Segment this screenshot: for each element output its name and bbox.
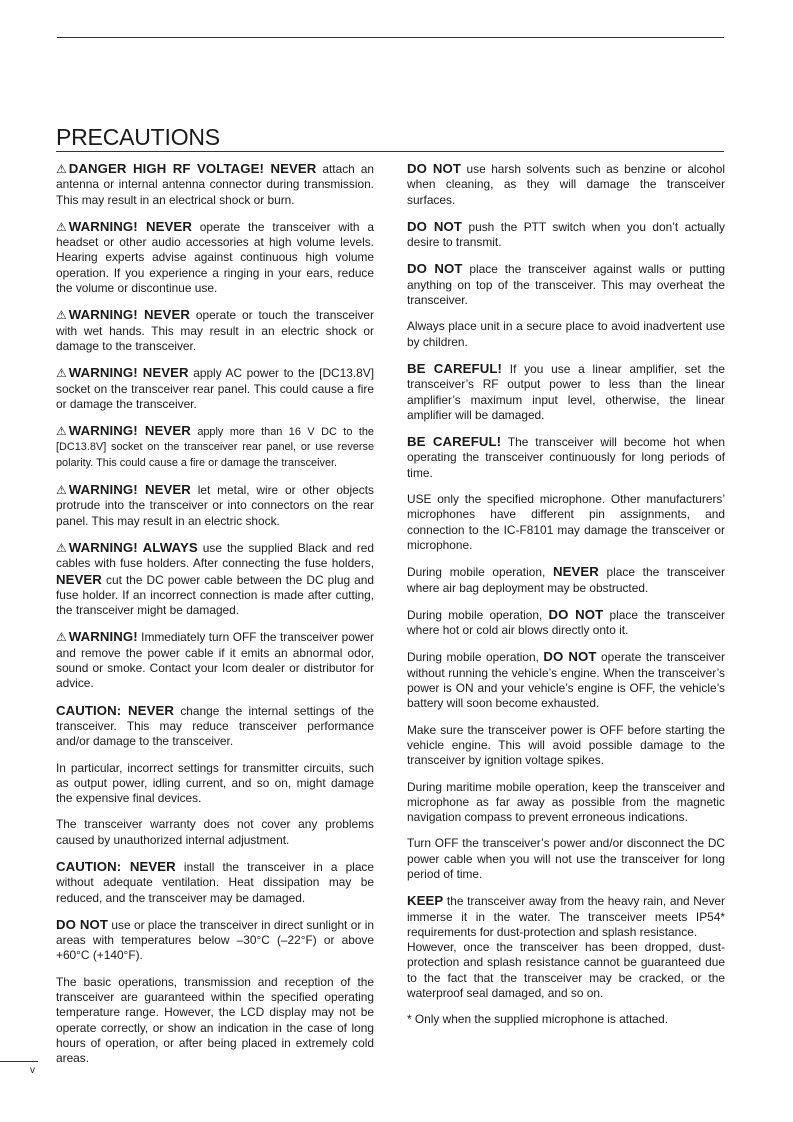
precaution-temperature: [56, 917, 374, 964]
lead-text: CAUTION: NEVER: [56, 858, 176, 874]
note-transmitter-settings: In particular, incorrect settings for transmitter circuits, such as output power, idling current, and so on, might damage the expensive final devices.: [56, 760, 374, 806]
body-text: operate the transceiver with a headset or other audio accessories at high volume levels. Hearing experts advise against continuous high volume operation. If you experience a ringing in your ears, reduce the volume or discontinue use.: [56, 219, 375, 296]
left-column: [56, 161, 374, 1067]
body-text: operate the transceiver without running the vehicle’s engine. When the transceiver’s power is ON and your vehicle’s engine is OFF, the vehicle’s battery will soon become exhausted.: [407, 650, 725, 711]
warning-triangle-icon: ⚠: [56, 219, 67, 234]
footer-rule: [0, 1061, 38, 1062]
note-maritime-compass: During maritime mobile operation, keep the transceiver and microphone as far away as possible from the magnetic navigation compass to prevent erroneous indications.: [407, 779, 725, 825]
right-column: [407, 161, 725, 1028]
body-text: install the transceiver in a place without adequate ventilation. Heat dissipation may be reduced, and the transceiver may be damaged.: [56, 859, 374, 905]
pre-text: During mobile operation,: [407, 565, 553, 580]
warning-triangle-icon: ⚠: [56, 540, 67, 555]
body-text: attach an antenna or internal antenna connector during transmission. This may result in an electrical shock or burn.: [56, 162, 374, 207]
note-warranty: The transceiver warranty does not cover any problems caused by unauthorized internal adjustment.: [56, 817, 374, 847]
lead-text: NEVER: [552, 564, 599, 580]
lead-text: KEEP: [407, 893, 444, 909]
lead-text: WARNING! NEVER: [68, 423, 191, 439]
pre-text: During mobile operation,: [407, 650, 544, 665]
mobile-air-blow: [407, 607, 725, 639]
note-power-off: Turn OFF the transceiver’s power and/or disconnect the DC power cable when you will not use the transceiver for long period of time.: [407, 836, 725, 881]
lead-text: BE CAREFUL!: [407, 434, 502, 450]
header-rule: [57, 37, 724, 38]
body-text: place the transceiver where air bag deployment may be obstructed.: [407, 565, 725, 595]
note-children: Always place unit in a secure place to avoid inadvertent use by children.: [407, 319, 725, 349]
warning-triangle-icon: ⚠: [56, 308, 67, 323]
precaution-wet-hands: [56, 307, 374, 354]
body-text: apply more than 16 V DC to the [DC13.8V] socket on the transceiver rear panel, or use reverse polarity. This could cause a fire or damage the transceiver.: [56, 426, 374, 469]
body-text: change the internal settings of the transceiver. This may reduce transceiver performance and/or damage to the transceiver.: [56, 703, 374, 749]
precaution-ac-power: [56, 365, 374, 412]
body-text: place the transceiver against walls or putting anything on top of the transceiver. This may overheat the transceiver.: [407, 262, 726, 308]
lead-text-secondary: NEVER: [56, 571, 102, 587]
lead-text: WARNING! NEVER: [68, 482, 191, 498]
lead-text: DO NOT: [548, 606, 604, 622]
precaution-smoke: [56, 629, 374, 691]
warning-triangle-icon: ⚠: [56, 366, 67, 381]
lead-text: WARNING!: [68, 629, 138, 645]
precaution-fuse-cables: [56, 540, 374, 618]
body-text: use harsh solvents such as benzine or alcohol when cleaning, as they will damage the transceiver surfaces.: [407, 162, 725, 207]
precaution-metal-objects: [56, 482, 374, 529]
warning-triangle-icon: ⚠: [56, 424, 67, 439]
lead-text: DO NOT: [407, 261, 463, 277]
precaution-ptt: [407, 219, 725, 251]
lead-text: DO NOT: [407, 161, 462, 176]
footnote-microphone: * Only when the supplied microphone is attached.: [407, 1012, 669, 1027]
lead-text: WARNING! NEVER: [68, 365, 189, 381]
careful-hot: [407, 434, 725, 481]
body-text: push the PTT switch when you don’t actually desire to transmit.: [407, 219, 725, 250]
lead-text: BE CAREFUL!: [407, 360, 502, 376]
lead-text: DO NOT: [407, 218, 463, 234]
body-text: apply AC power to the [DC13.8V] socket on the transceiver rear panel. This could cause a fire or damage the transceiver.: [56, 366, 375, 411]
caution-internal-settings: [56, 703, 374, 750]
note-microphone: USE only the specified microphone. Other manufacturers’ microphones have different pin assignments, and connection to the IC-F8101 may damage the transceiver or microphone.: [407, 492, 725, 552]
warning-triangle-icon: ⚠: [56, 162, 67, 176]
mobile-engine: [407, 649, 725, 711]
note-dropped: However, once the transceiver has been dropped, dust-protection and splash resistance cannot be guaranteed due to the fact that the transceiver may be cracked, or the waterproof seal damaged, and so on.: [407, 940, 725, 1001]
body-text: let metal, wire or other objects protrude into the transceiver or into connectors on the rear panel. This may result in an electric shock.: [56, 483, 374, 528]
careful-linear-amplifier: [407, 361, 725, 423]
lead-text: WARNING! ALWAYS: [68, 539, 198, 555]
body-text: place the transceiver where hot or cold air blows directly onto it.: [407, 607, 725, 638]
precaution-headset: [56, 219, 374, 296]
warning-triangle-icon: ⚠: [56, 483, 67, 498]
lead-text: WARNING! NEVER: [68, 307, 190, 323]
keep-away-rain: [407, 893, 725, 940]
precaution-placement: [407, 261, 725, 308]
note-ignition: Make sure the transceiver power is OFF before starting the vehicle engine. This will avoid possible damage to the transceiver by ignition voltage spikes.: [407, 722, 725, 768]
body-text: use or place the transceiver in direct sunlight or in areas with temperatures below –30°C (–22°F) or above +60°C (+140°F).: [56, 917, 374, 963]
body-text: use the supplied Black and red cables with fuse holders. After connecting the fuse holders,: [56, 540, 374, 571]
body-text: the transceiver away from the heavy rain, and Never immerse it in the water. The transceiver meets IP54* requirements for dust-protection and splash resistance.: [407, 894, 725, 939]
caution-ventilation: [56, 859, 374, 906]
body-text: The transceiver will become hot when operating the transceiver continuously for long periods of time.: [407, 435, 725, 480]
note-operating-range: The basic operations, transmission and reception of the transceiver are guaranteed within the specified operating temperature range. However, the LCD display may not be operate correctly, or show an indication in the case of long hours of operation, or after being placed in extremely cold areas.: [56, 974, 374, 1066]
page-number: v: [30, 1065, 35, 1076]
warning-triangle-icon: ⚠: [56, 630, 67, 645]
body-text: If you use a linear amplifier, set the transceiver’s RF output power to less than the linear amplifier’s maximum input level, otherwise, the linear amplifier will be damaged.: [407, 361, 726, 422]
precaution-solvents: [407, 161, 725, 208]
body-text: operate or touch the transceiver with wet hands. This may result in an electric shock or damage to the transceiver.: [56, 308, 374, 353]
body-text: Immediately turn OFF the transceiver power and remove the power cable if it emits an abnormal odor, sound or smoke. Contact your Icom dealer or distributor for advice.: [56, 630, 374, 691]
page-title: PRECAUTIONS: [56, 124, 724, 152]
lead-text: DANGER HIGH RF VOLTAGE! NEVER: [68, 161, 317, 176]
precaution-danger-rf: [56, 161, 374, 208]
lead-text: DO NOT: [543, 649, 597, 665]
precaution-overvoltage: [56, 423, 374, 471]
mobile-air-bag: [407, 564, 725, 596]
lead-text: WARNING! NEVER: [68, 218, 192, 234]
lead-text: DO NOT: [56, 916, 108, 932]
body-text-secondary: cut the DC power cable between the DC plug and fuse holder. If an incorrect connection is made after cutting, the transceiver might be damaged.: [56, 572, 374, 618]
lead-text: CAUTION: NEVER: [56, 702, 174, 718]
pre-text: During mobile operation,: [407, 607, 549, 622]
